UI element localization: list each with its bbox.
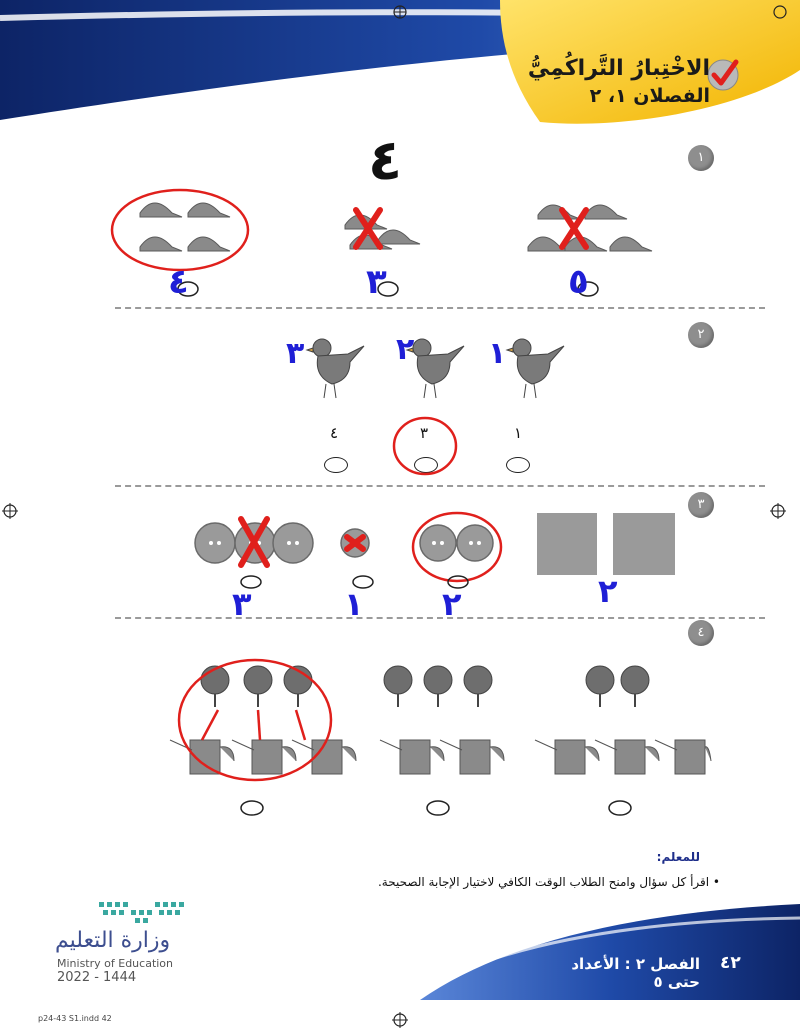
- registration-mark-icon: [770, 503, 786, 519]
- question-number-1: ١: [688, 145, 714, 171]
- teacher-note-text: • اقرأ كل سؤال وامنح الطلاب الوقت الكافي لاختيار الإجابة الصحيحة.: [377, 875, 720, 889]
- question-4-flowers-and-cans: [160, 655, 720, 825]
- handwritten-count: ٣: [286, 336, 305, 371]
- bird-icons: [300, 330, 570, 405]
- print-slug: p24-43 S1.indd 42: [38, 1014, 112, 1023]
- handwritten-answer: ٥: [568, 262, 589, 302]
- page-number: ٤٢: [720, 953, 741, 973]
- question-number-4: ٤: [688, 620, 714, 646]
- handwritten-count: ١: [344, 585, 364, 623]
- target-number: ٤: [368, 128, 403, 193]
- page-title-block: [520, 56, 710, 126]
- handwritten-count: ٢: [442, 585, 462, 623]
- ministry-name-english: Ministry of Education: [57, 957, 174, 970]
- choice-label: ٤: [330, 424, 339, 442]
- registration-mark-icon: [392, 1012, 408, 1028]
- teacher-note-heading: للمعلم:: [656, 850, 700, 864]
- page-subtitle: الفصلان ١، ٢: [589, 85, 710, 107]
- handwritten-answer: ٤: [168, 262, 189, 302]
- handwritten-count: ١: [488, 336, 507, 371]
- question-number-3: ٣: [688, 492, 714, 518]
- ministry-logo-icon: [95, 898, 190, 930]
- divider: [115, 617, 765, 619]
- choice-label: ١: [514, 424, 523, 442]
- answer-bubble[interactable]: [324, 457, 348, 473]
- answer-bubble[interactable]: [506, 457, 530, 473]
- ministry-year: 2022 - 1444: [57, 970, 137, 985]
- divider: [115, 485, 765, 487]
- handwritten-count: ٢: [598, 572, 618, 610]
- registration-mark-icon: [2, 503, 18, 519]
- selected-answer-circle: [390, 414, 460, 478]
- handwritten-count: ٣: [232, 585, 252, 623]
- question-number-2: ٢: [688, 322, 714, 348]
- handwritten-count: ٢: [396, 332, 415, 367]
- page-title: الاخْتِبارُ التَّراكُمِيُّ: [527, 56, 710, 81]
- choice-label: ٣: [420, 424, 429, 442]
- checkmark-icon: [706, 58, 740, 92]
- divider: [115, 307, 765, 309]
- ministry-name-arabic: وزارة التعليم: [55, 928, 171, 953]
- chapter-title: الفصل ٢ : الأعداد حتى ٥: [571, 955, 700, 991]
- handwritten-answer: ٣: [366, 262, 387, 302]
